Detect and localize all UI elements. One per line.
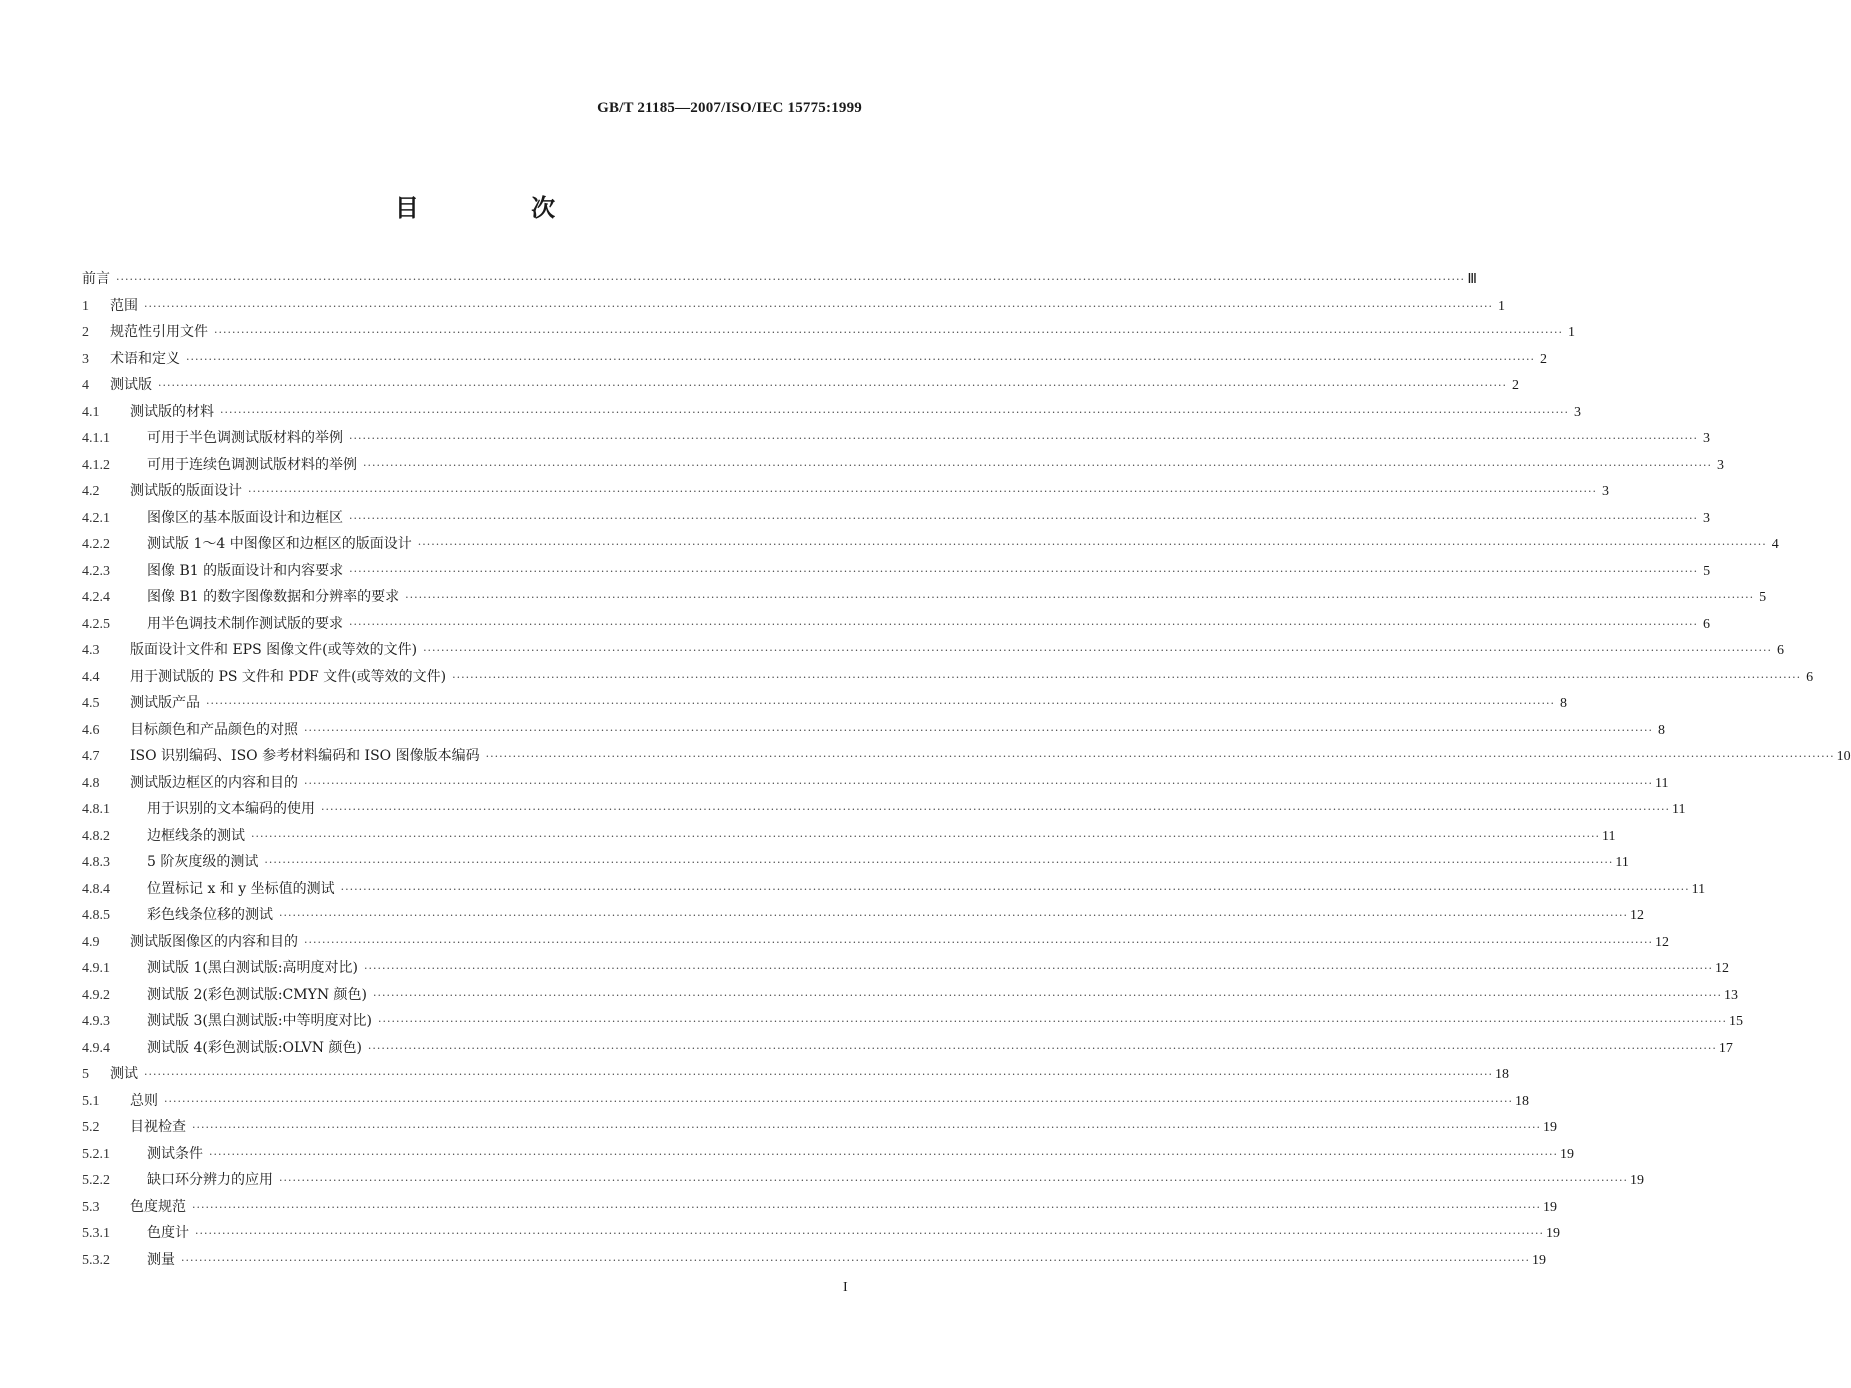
- toc-entry-page: 1: [1567, 325, 1575, 340]
- dot-leader: ············································································································································································································································································································: [164, 1094, 1513, 1108]
- dot-leader: ············································································································································································································································································································: [279, 1174, 1628, 1187]
- toc-entry-number: 1: [82, 298, 89, 314]
- toc-entry-number: 4.7: [82, 749, 100, 764]
- dot-leader: ············································································································································································································································································································: [220, 405, 1569, 419]
- toc-entry-page: 5: [1759, 590, 1767, 605]
- toc-entry-page: 19: [1559, 1146, 1574, 1162]
- dot-leader: ············································································································································································································································································································: [144, 1068, 1493, 1081]
- dot-leader: ············································································································································································································································································································: [206, 697, 1555, 710]
- dot-leader: ············································································································································································································································································································: [181, 1253, 1530, 1267]
- dot-leader: ············································································································································································································································································································: [364, 962, 1713, 975]
- toc-entry-number: 4.9.1: [82, 961, 110, 976]
- toc-entry[interactable]: [82, 1010, 1743, 1037]
- dot-leader: ············································································································································································································································································································: [373, 988, 1722, 1002]
- dot-leader: ············································································································································································································································································································: [248, 485, 1597, 498]
- document-standard-header: GB/T 21185—2007/ISO/IEC 15775:1999: [597, 100, 862, 116]
- toc-entry[interactable]: [82, 295, 1505, 322]
- toc-entry-page: 3: [1702, 510, 1710, 526]
- toc-entry-title: 目视检查: [130, 1119, 186, 1135]
- dot-leader: ············································································································································································································································································································: [214, 326, 1563, 339]
- toc-entry-number: 4.2.1: [82, 510, 110, 526]
- toc-entry-title: 5 阶灰度级的测试: [147, 854, 259, 870]
- toc-entry-title: 边框线条的测试: [147, 827, 245, 844]
- toc-entry[interactable]: [82, 1090, 1529, 1117]
- toc-entry-number: 4.8.2: [82, 828, 110, 844]
- toc-entry-page: Ⅲ: [1467, 272, 1477, 287]
- dot-leader: ············································································································································································································································································································: [251, 829, 1600, 843]
- toc-entry-page: 12: [1629, 908, 1644, 923]
- table-of-contents: [82, 268, 1851, 1275]
- toc-entry-number: 4.9.3: [82, 1014, 110, 1029]
- toc-entry-title: 术语和定义: [110, 350, 180, 367]
- dot-leader: ············································································································································································································································································································: [158, 379, 1507, 392]
- toc-entry[interactable]: [82, 1249, 1546, 1276]
- toc-entry[interactable]: [82, 1116, 1557, 1143]
- toc-entry[interactable]: [82, 851, 1629, 878]
- toc-entry[interactable]: [82, 374, 1519, 401]
- dot-leader: ············································································································································································································································································································: [192, 1200, 1541, 1214]
- toc-entry-page: 13: [1723, 987, 1738, 1003]
- toc-entry[interactable]: [82, 798, 1686, 825]
- toc-entry-page: 15: [1728, 1014, 1743, 1029]
- toc-entry-page: 2: [1539, 351, 1547, 367]
- toc-entry[interactable]: [82, 321, 1575, 348]
- toc-entry-number: 5.3.1: [82, 1226, 110, 1241]
- toc-entry-page: 11: [1601, 828, 1616, 844]
- toc-entry[interactable]: [82, 1037, 1733, 1064]
- toc-entry-page: 3: [1573, 404, 1581, 420]
- toc-entry-page: 12: [1654, 934, 1669, 950]
- dot-leader: ············································································································································································································································································································: [378, 1015, 1727, 1028]
- toc-entry[interactable]: [82, 533, 1779, 560]
- toc-entry-title: 规范性引用文件: [110, 324, 208, 340]
- toc-entry-page: 12: [1714, 961, 1729, 976]
- toc-entry-title: 测试版 2(彩色测试版:CMYN 颜色): [147, 986, 367, 1003]
- toc-entry-number: 5.2.2: [82, 1173, 110, 1188]
- dot-leader: ············································································································································································································································································································: [304, 723, 1653, 737]
- toc-entry-number: 4.8: [82, 775, 100, 791]
- toc-entry[interactable]: [82, 745, 1851, 772]
- toc-entry[interactable]: [82, 772, 1669, 799]
- toc-entry-page: 17: [1718, 1040, 1733, 1056]
- toc-entry-page: 19: [1545, 1226, 1560, 1241]
- dot-leader: ············································································································································································································································································································: [264, 856, 1614, 869]
- toc-entry[interactable]: [82, 1169, 1644, 1196]
- dot-leader: ············································································································································································································································································································: [423, 644, 1773, 657]
- toc-entry-page: 11: [1615, 855, 1629, 870]
- dot-leader: ············································································································································································································································································································: [485, 750, 1835, 763]
- toc-entry[interactable]: [82, 560, 1711, 587]
- toc-entry-number: 4.3: [82, 643, 100, 658]
- dot-leader: ············································································································································································································································································································: [116, 273, 1465, 286]
- toc-entry-number: 4.9: [82, 934, 100, 950]
- dot-leader: ············································································································································································································································································································: [304, 776, 1653, 790]
- dot-leader: ············································································································································································································································································································: [349, 511, 1698, 525]
- toc-entry-page: 1: [1497, 298, 1505, 314]
- dot-leader: ············································································································································································································································································································: [367, 1041, 1717, 1055]
- toc-entry-title: 测试版 4(彩色测试版:OLVN 颜色): [147, 1039, 362, 1056]
- toc-entry-number: 2: [82, 325, 89, 340]
- toc-entry-title: 目标颜色和产品颜色的对照: [130, 721, 298, 738]
- toc-entry-title: 测试版 3(黑白测试版:中等明度对比): [147, 1013, 372, 1029]
- toc-entry-title: ISO 识别编码、ISO 参考材料编码和 ISO 图像版本编码: [130, 748, 480, 764]
- toc-entry-title: 测试版产品: [130, 695, 200, 711]
- toc-entry-title: 用于测试版的 PS 文件和 PDF 文件(或等效的文件): [130, 668, 447, 685]
- toc-entry-page: 10: [1836, 749, 1851, 764]
- toc-entry[interactable]: [82, 401, 1581, 428]
- toc-entry[interactable]: [82, 825, 1616, 852]
- toc-entry-title: 测试条件: [147, 1145, 203, 1162]
- toc-entry-title: 测试版的材料: [130, 403, 214, 420]
- toc-entry-number: 5.1: [82, 1093, 100, 1109]
- dot-leader: ············································································································································································································································································································: [417, 538, 1767, 551]
- toc-entry-title: 可用于连续色调测试版材料的举例: [147, 456, 357, 473]
- toc-entry[interactable]: [82, 957, 1729, 984]
- toc-entry-title: 色度规范: [130, 1198, 186, 1215]
- toc-entry[interactable]: [82, 719, 1665, 746]
- dot-leader: ············································································································································································································································································································: [452, 670, 1802, 684]
- toc-entry-page: 11: [1654, 775, 1669, 791]
- toc-entry[interactable]: [82, 268, 1477, 295]
- dot-leader: ············································································································································································································································································································: [195, 1227, 1544, 1240]
- toc-entry[interactable]: [82, 454, 1724, 481]
- toc-entry-title: 用半色调技术制作测试版的要求: [147, 615, 343, 632]
- toc-entry-number: 5: [82, 1067, 89, 1082]
- toc-entry[interactable]: [82, 613, 1710, 640]
- dot-leader: ············································································································································································································································································································: [321, 803, 1670, 816]
- toc-entry-number: 4.1: [82, 404, 100, 420]
- toc-entry-number: 4: [82, 378, 89, 393]
- toc-entry-page: 19: [1542, 1199, 1557, 1215]
- toc-entry-title: 前言: [82, 271, 110, 287]
- toc-entry-number: 4.4: [82, 669, 100, 685]
- toc-entry[interactable]: [82, 507, 1710, 534]
- toc-entry-title: 测试版图像区的内容和目的: [130, 933, 298, 950]
- toc-entry-page: 19: [1629, 1173, 1644, 1188]
- toc-entry[interactable]: [82, 692, 1567, 719]
- toc-entry[interactable]: [82, 904, 1644, 931]
- toc-entry-title: 位置标记 x 和 y 坐标值的测试: [147, 880, 335, 897]
- toc-entry[interactable]: [82, 427, 1710, 454]
- toc-entry-title: 测试版边框区的内容和目的: [130, 774, 298, 791]
- toc-entry[interactable]: [82, 984, 1738, 1011]
- toc-entry-number: 4.6: [82, 722, 100, 738]
- toc-entry-title: 范围: [110, 297, 138, 314]
- toc-entry-title: 测试版 1～4 中图像区和边框区的版面设计: [147, 536, 412, 552]
- toc-entry-page: 19: [1531, 1252, 1546, 1268]
- toc-entry-title: 总则: [130, 1092, 158, 1109]
- toc-entry-number: 4.2: [82, 484, 100, 499]
- toc-entry[interactable]: [82, 1063, 1509, 1090]
- toc-entry-number: 5.3: [82, 1199, 100, 1215]
- toc-entry[interactable]: [82, 586, 1767, 613]
- toc-entry[interactable]: [82, 878, 1706, 905]
- toc-entry-page: 2: [1511, 378, 1519, 393]
- toc-entry-number: 4.9.2: [82, 987, 110, 1003]
- toc-entry-title: 测试版的版面设计: [130, 483, 242, 499]
- toc-entry[interactable]: [82, 1143, 1574, 1170]
- toc-entry-page: 18: [1514, 1093, 1529, 1109]
- toc-entry[interactable]: [82, 348, 1547, 375]
- dot-leader: ············································································································································································································································································································: [279, 909, 1628, 922]
- toc-entry-number: 4.1.2: [82, 457, 110, 473]
- toc-entry-page: 6: [1702, 616, 1710, 632]
- toc-entry-number: 4.2.5: [82, 616, 110, 632]
- dot-leader: ············································································································································································································································································································: [144, 299, 1493, 313]
- toc-entry-title: 缺口环分辨力的应用: [147, 1172, 273, 1188]
- toc-entry[interactable]: [82, 639, 1785, 666]
- toc-entry-number: 4.2.4: [82, 590, 110, 605]
- toc-entry-title: 测试: [110, 1066, 138, 1082]
- toc-entry-title: 彩色线条位移的测试: [147, 907, 273, 923]
- toc-entry-page: 18: [1494, 1067, 1509, 1082]
- toc-entry-number: 3: [82, 351, 89, 367]
- toc-entry-title: 版面设计文件和 EPS 图像文件(或等效的文件): [130, 642, 418, 658]
- toc-entry-number: 4.8.1: [82, 802, 110, 817]
- dot-leader: ············································································································································································································································································································: [349, 564, 1699, 578]
- toc-entry-number: 4.8.5: [82, 908, 110, 923]
- toc-entry-page: 8: [1657, 722, 1665, 738]
- toc-entry-title: 图像区的基本版面设计和边框区: [147, 509, 343, 526]
- toc-entry[interactable]: [82, 666, 1814, 693]
- toc-entry-title: 用于识别的文本编码的使用: [147, 801, 315, 817]
- dot-leader: ············································································································································································································································································································: [340, 882, 1690, 896]
- dot-leader: ············································································································································································································································································································: [304, 935, 1653, 949]
- toc-entry-number: 4.9.4: [82, 1040, 110, 1056]
- toc-entry-number: 4.8.3: [82, 855, 110, 870]
- dot-leader: ············································································································································································································································································································: [363, 458, 1712, 472]
- toc-entry[interactable]: [82, 480, 1609, 507]
- toc-entry-number: 4.1.1: [82, 431, 110, 446]
- toc-entry-page: 5: [1703, 563, 1711, 579]
- toc-entry-page: 6: [1777, 643, 1785, 658]
- toc-entry-number: 5.3.2: [82, 1252, 110, 1268]
- toc-entry-page: 11: [1691, 881, 1706, 897]
- toc-entry-title: 测量: [147, 1251, 175, 1268]
- dot-leader: ············································································································································································································································································································: [192, 1121, 1541, 1134]
- toc-entry-page: 3: [1716, 457, 1724, 473]
- toc-entry-page: 6: [1806, 669, 1814, 685]
- toc-entry-title: 可用于半色调测试版材料的举例: [147, 430, 343, 446]
- dot-leader: ············································································································································································································································································································: [209, 1147, 1558, 1161]
- dot-leader: ············································································································································································································································································································: [405, 591, 1755, 604]
- page-number-footer: I: [843, 1280, 848, 1295]
- toc-entry-number: 4.8.4: [82, 881, 110, 897]
- toc-entry-title: 色度计: [147, 1225, 189, 1241]
- dot-leader: ············································································································································································································································································································: [186, 352, 1535, 366]
- toc-entry-title: 测试版: [110, 377, 152, 393]
- toc-entry-number: 4.2.3: [82, 563, 110, 579]
- toc-entry-number: 4.5: [82, 696, 100, 711]
- toc-entry-number: 5.2.1: [82, 1146, 110, 1162]
- toc-entry-title: 图像 B1 的版面设计和内容要求: [147, 562, 344, 579]
- toc-entry-page: 3: [1601, 484, 1609, 499]
- toc-entry-page: 11: [1671, 802, 1686, 817]
- toc-entry-page: 19: [1542, 1120, 1557, 1135]
- toc-entry-title: 测试版 1(黑白测试版:高明度对比): [147, 960, 358, 976]
- page-title: 目 次: [394, 193, 608, 222]
- toc-entry[interactable]: [82, 1196, 1557, 1223]
- dot-leader: ············································································································································································································································································································: [349, 617, 1698, 631]
- dot-leader: ············································································································································································································································································································: [349, 432, 1698, 445]
- toc-entry-page: 3: [1702, 431, 1710, 446]
- toc-entry-number: 5.2: [82, 1120, 100, 1135]
- toc-entry-number: 4.2.2: [82, 537, 110, 552]
- toc-entry[interactable]: [82, 931, 1669, 958]
- toc-entry-page: 4: [1771, 537, 1779, 552]
- toc-entry-title: 图像 B1 的数字图像数据和分辨率的要求: [147, 589, 400, 605]
- toc-entry-page: 8: [1559, 696, 1567, 711]
- toc-entry[interactable]: [82, 1222, 1560, 1249]
